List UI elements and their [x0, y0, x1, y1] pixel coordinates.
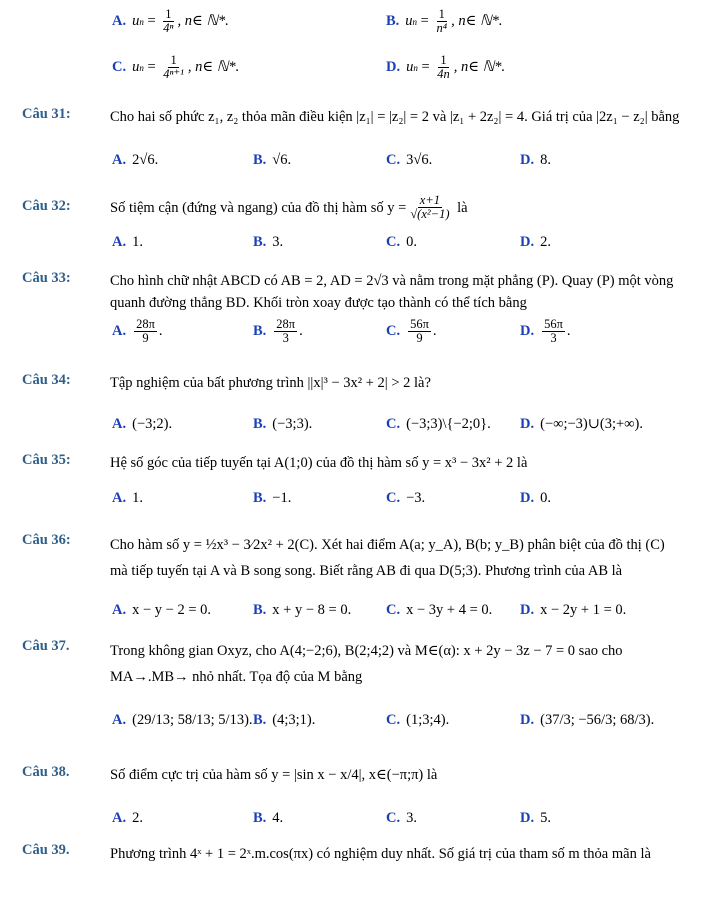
option-d: D. 0. [520, 490, 551, 506]
option-d: D. (37/3; −56/3; 68/3). [520, 712, 655, 728]
question-number: Câu 37. [22, 638, 70, 654]
question-stem: Trong không gian Oxyz, cho A(4;−2;6), B(2;4;2) và M∈(α): x + 2y − 3z − 7 = 0 sao cho MA→.MB→ nhỏ nhất. Tọa độ của M bằng [110, 643, 623, 685]
question-number: Câu 33: [22, 270, 71, 286]
option-c-top: C. u n = $\frac{1}{\text{4ⁿ⁺¹}}$ , n∈ ℕ*. [112, 53, 240, 81]
fraction: $\frac{1}{\text{4ⁿ}}$ [163, 7, 174, 35]
option-d: D. x − 2y + 1 = 0. [520, 602, 627, 618]
question-number: Câu 36: [22, 532, 71, 548]
question-stem: Hệ số góc của tiếp tuyến tại A(1;0) của đồ thị hàm số y = x³ − 3x² + 2 là [110, 455, 528, 471]
question-stem: Cho hàm số y = ½x³ − 3⁄2x² + 2(C). Xét hai điểm A(a; y_A), B(b; y_B) phân biệt của đồ thị (C) mà tiếp tuyến tại A và B song song. Biết rằng AB đi qua D(5;3). Phương trình của AB là [110, 537, 665, 579]
option-a: A. (29/13; 58/13; 5/13). [112, 712, 253, 728]
option-d: D. 8. [520, 152, 551, 168]
fraction: $\frac{1}{4n}$ [437, 53, 450, 81]
option-a: A. (−3;2). [112, 416, 173, 432]
option-b: B. x + y − 8 = 0. [253, 602, 352, 618]
question-number: Câu 35: [22, 452, 71, 468]
option-a: A. 1. [112, 234, 143, 250]
option-c: C. 3√6. [386, 152, 433, 168]
option-a: A. 2√6. [112, 152, 159, 168]
option-c: C. 0. [386, 234, 417, 250]
option-c: C. (1;3;4). [386, 712, 450, 728]
option-b: B. √6. [253, 152, 292, 168]
option-a: A. 1. [112, 490, 143, 506]
option-c: C. (−3;3)\{−2;0}. [386, 416, 491, 432]
option-a: A. $\frac{28\pi}{9}$ . [112, 317, 163, 345]
question-number: Câu 34: [22, 372, 71, 388]
option-b-top: B. u n = $\frac{1}{\text{n⁴}}$ , n∈ ℕ*. [386, 7, 503, 35]
question-number: Câu 38. [22, 764, 70, 780]
question-stem: Cho hình chữ nhật ABCD có AB = 2, AD = 2√3 và nằm trong mặt phẳng (P). Quay (P) một vòng quanh đường thẳng BD. Khối tròn xoay được tạo thành có thể tích bằng [110, 273, 674, 311]
option-c: C. 3. [386, 810, 417, 826]
fraction: $\frac{1}{\text{n⁴}}$ [436, 7, 448, 35]
option-d: D. $\frac{56\pi}{3}$ . [520, 317, 571, 345]
option-b: B. $\frac{28\pi}{3}$ . [253, 317, 303, 345]
question-number: Câu 31: [22, 106, 71, 122]
fraction: $\frac{1}{\text{4ⁿ⁺¹}}$ [163, 53, 184, 81]
option-c: C. x − 3y + 4 = 0. [386, 602, 493, 618]
option-b: B. (4;3;1). [253, 712, 316, 728]
option-d-top: D. u n = $\frac{1}{4n}$ , n∈ ℕ*. [386, 53, 506, 81]
option-d: D. 5. [520, 810, 551, 826]
question-stem: Tập nghiệm của bất phương trình ||x|³ − 3x² + 2| > 2 là? [110, 375, 431, 391]
option-d: D. 2. [520, 234, 551, 250]
question-stem: Phương trình 4ˣ + 1 = 2ˣ.m.cos(πx) có nghiệm duy nhất. Số giá trị của tham số m thỏa mãn là [110, 846, 651, 862]
option-b: B. 4. [253, 810, 284, 826]
fraction: $\frac{x+1}{\text{√(x²−1)}}$ [410, 193, 450, 221]
option-c: C. $\frac{56\pi}{9}$ . [386, 317, 437, 345]
option-b: B. (−3;3). [253, 416, 313, 432]
option-b: B. 3. [253, 234, 284, 250]
option-a: A. x − y − 2 = 0. [112, 602, 212, 618]
question-stem: Số điểm cực trị của hàm số y = |sin x − x/4|, x∈(−π;π) là [110, 767, 438, 783]
question-stem: Cho hai số phức z₁, z₂ thỏa mãn điều kiện |z₁| = |z₂| = 2 và |z₁ + 2z₂| = 4. Giá trị của |2z₁ − z₂| bằng [110, 109, 680, 125]
option-a: A. 2. [112, 810, 143, 826]
question-stem: Số tiệm cận (đứng và ngang) của đồ thị hàm số y = $\frac{x+1}{\text{√(x²−1)}}$ là [110, 193, 468, 221]
question-number: Câu 39. [22, 842, 70, 858]
option-a-top: A. u n = $\frac{1}{\text{4ⁿ}}$ , n∈ ℕ*. [112, 7, 229, 35]
option-c: C. −3. [386, 490, 426, 506]
option-b: B. −1. [253, 490, 292, 506]
option-d: D. (−∞;−3)∪(3;+∞). [520, 416, 643, 432]
question-number: Câu 32: [22, 198, 71, 214]
